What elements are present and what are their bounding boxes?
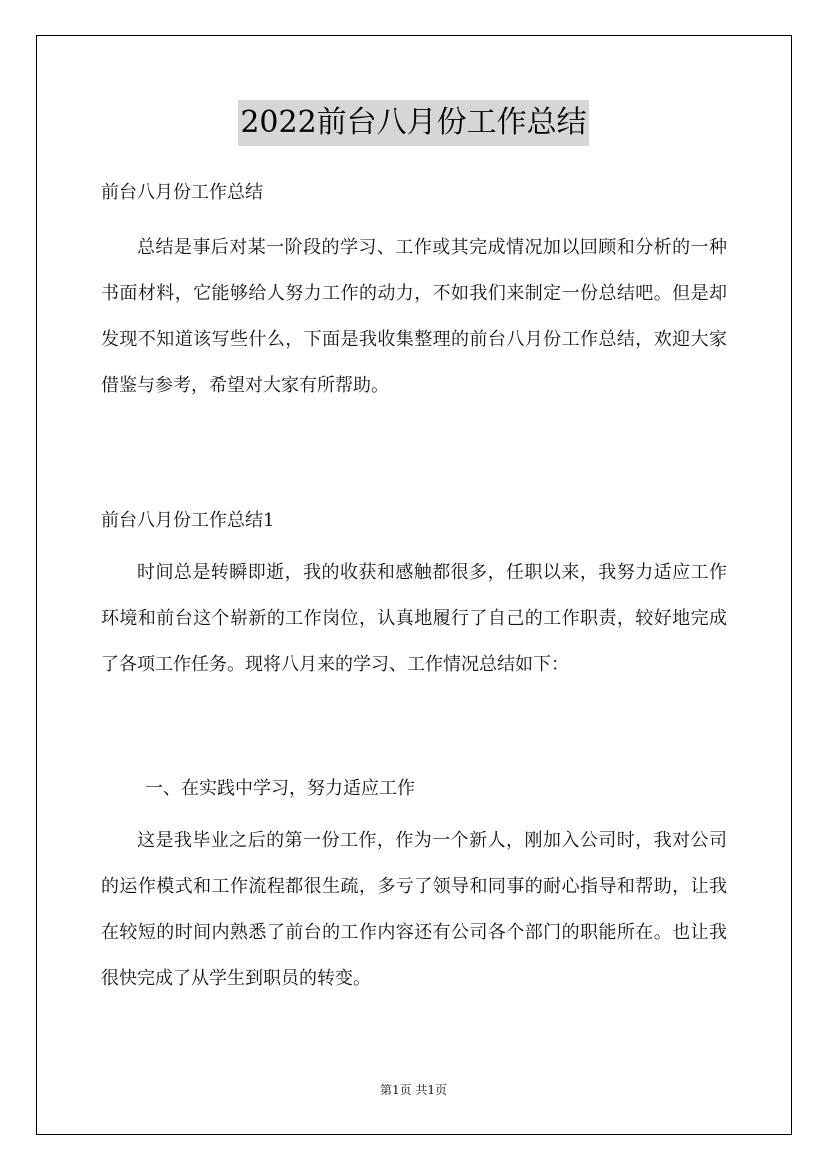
subsection-paragraph: 这是我毕业之后的第一份工作，作为一个新人，刚加入公司时，我对公司的运作模式和工作流程都很生疏，多亏了领导和同事的耐心指导和帮助，让我在较短的时间内熟悉了前台的工作内容还有公司各个部门的职能所在。也让我很快完成了从学生到职员的转变。 bbox=[101, 830, 727, 989]
intro-paragraph: 总结是事后对某一阶段的学习、工作或其完成情况加以回顾和分析的一种书面材料，它能够给人努力工作的动力，不如我们来制定一份总结吧。但是却发现不知道该写些什么，下面是我收集整理的前台八月份工作总结，欢迎大家借鉴与参考，希望对大家有所帮助。 bbox=[101, 237, 727, 396]
document-title-wrapper bbox=[0, 100, 827, 146]
subtitle-heading: 前台八月份工作总结 bbox=[101, 182, 263, 203]
subsection-heading: 一、在实践中学习，努力适应工作 bbox=[145, 778, 415, 799]
section-1-heading: 前台八月份工作总结1 bbox=[101, 510, 275, 531]
page-footer: 第1页 共1页 bbox=[379, 1083, 448, 1097]
section-1-paragraph: 时间总是转瞬即逝，我的收获和感触都很多，任职以来，我努力适应工作环境和前台这个崭新的工作岗位，认真地履行了自己的工作职责，较好地完成了各项工作任务。现将八月来的学习、工作情况总结如下： bbox=[101, 562, 727, 675]
document-title: 2022前台八月份工作总结 bbox=[238, 100, 588, 146]
